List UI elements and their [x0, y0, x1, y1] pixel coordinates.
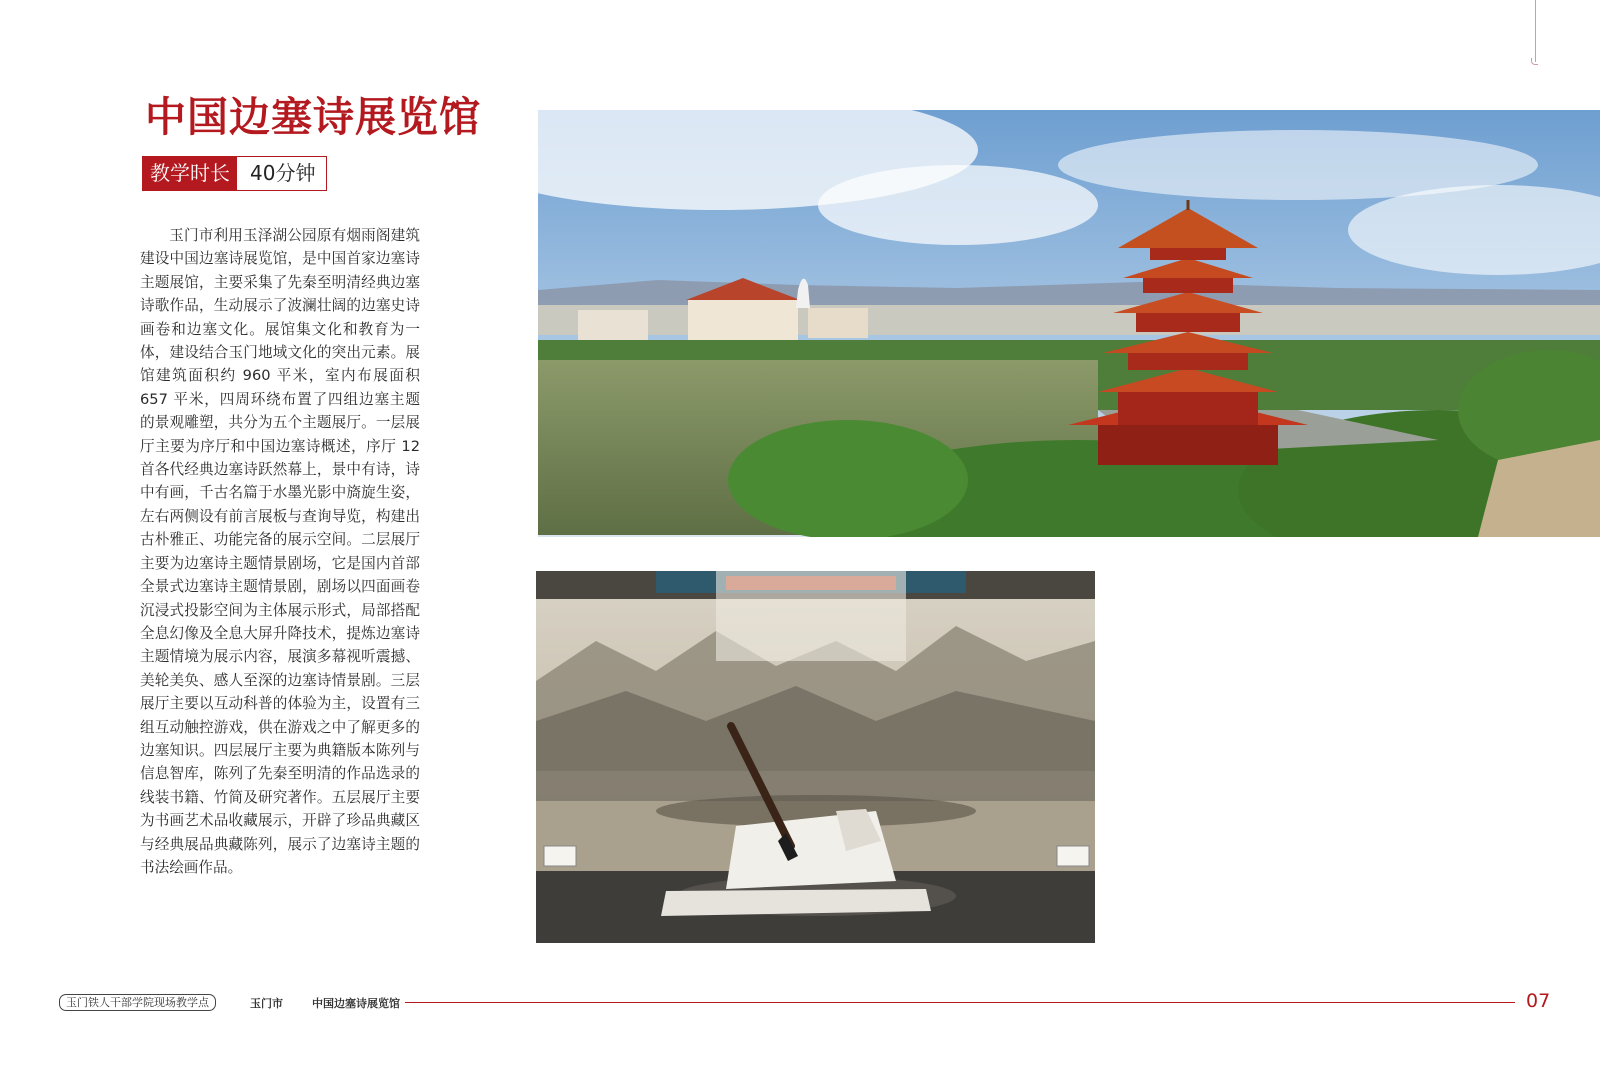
crop-mark-line [1535, 0, 1536, 62]
page-number: 07 [1526, 990, 1551, 1012]
duration-label: 教学时长 [143, 157, 237, 190]
footer-divider [405, 1002, 1515, 1003]
teaching-duration-box [142, 156, 327, 191]
footer-section-name: 中国边塞诗展览馆 [312, 997, 400, 1010]
body-paragraph: 玉门市利用玉泽湖公园原有烟雨阁建筑建设中国边塞诗展览馆，是中国首家边塞诗主题展馆，主要采集了先秦至明清经典边塞诗歌作品，生动展示了波澜壮阔的边塞史诗画卷和边塞文化。展馆集文化和教育为一体，建设结合玉门地域文化的突出元素。展馆建筑面积约 960 平米，室内布展面积 657 平米，四周环绕布置了四组边塞主题的景观雕塑，共分为五个主题展厅。一层展厅主要为序厅和中国边塞诗概述，序厅 12 首各代经典边塞诗跃然幕上，景中有诗，诗中有画，千古名篇于水墨光影中旖旋生姿，左右两侧设有前言展板与查询导览，构建出古朴雅正、功能完备的展示空间。二层展厅主要为边塞诗主题情景剧场，它是国内首部全景式边塞诗主题情景剧，剧场以四面画卷沉浸式投影空间为主体展示形式，局部搭配全息幻像及全息大屏升降技术，提炼边塞诗主题情境为展示内容，展演多幕视听震撼、美轮美奂、感人至深的边塞诗情景剧。三层展厅主要以互动科普的体验为主，设置有三组互动触控游戏，供在游戏之中了解更多的边塞知识。四层展厅主要为典籍版本陈列与信息智库，陈列了先秦至明清的作品选录的线装书籍、竹简及研究著作。五层展厅主要为书画艺术品收藏展示，开辟了珍品典藏区与经典展品典藏陈列，展示了边塞诗主题的书法绘画作品。 [140, 227, 420, 876]
duration-value: 40分钟 [237, 157, 326, 190]
footer-badge: 玉门铁人干部学院现场教学点 [59, 994, 216, 1011]
crop-mark-corner [1531, 58, 1538, 65]
pagoda-lake-photo [538, 110, 1600, 537]
exhibit-hall-photo [536, 571, 1095, 943]
footer-city: 玉门市 [250, 997, 283, 1010]
page-title: 中国边塞诗展览馆 [145, 93, 481, 141]
